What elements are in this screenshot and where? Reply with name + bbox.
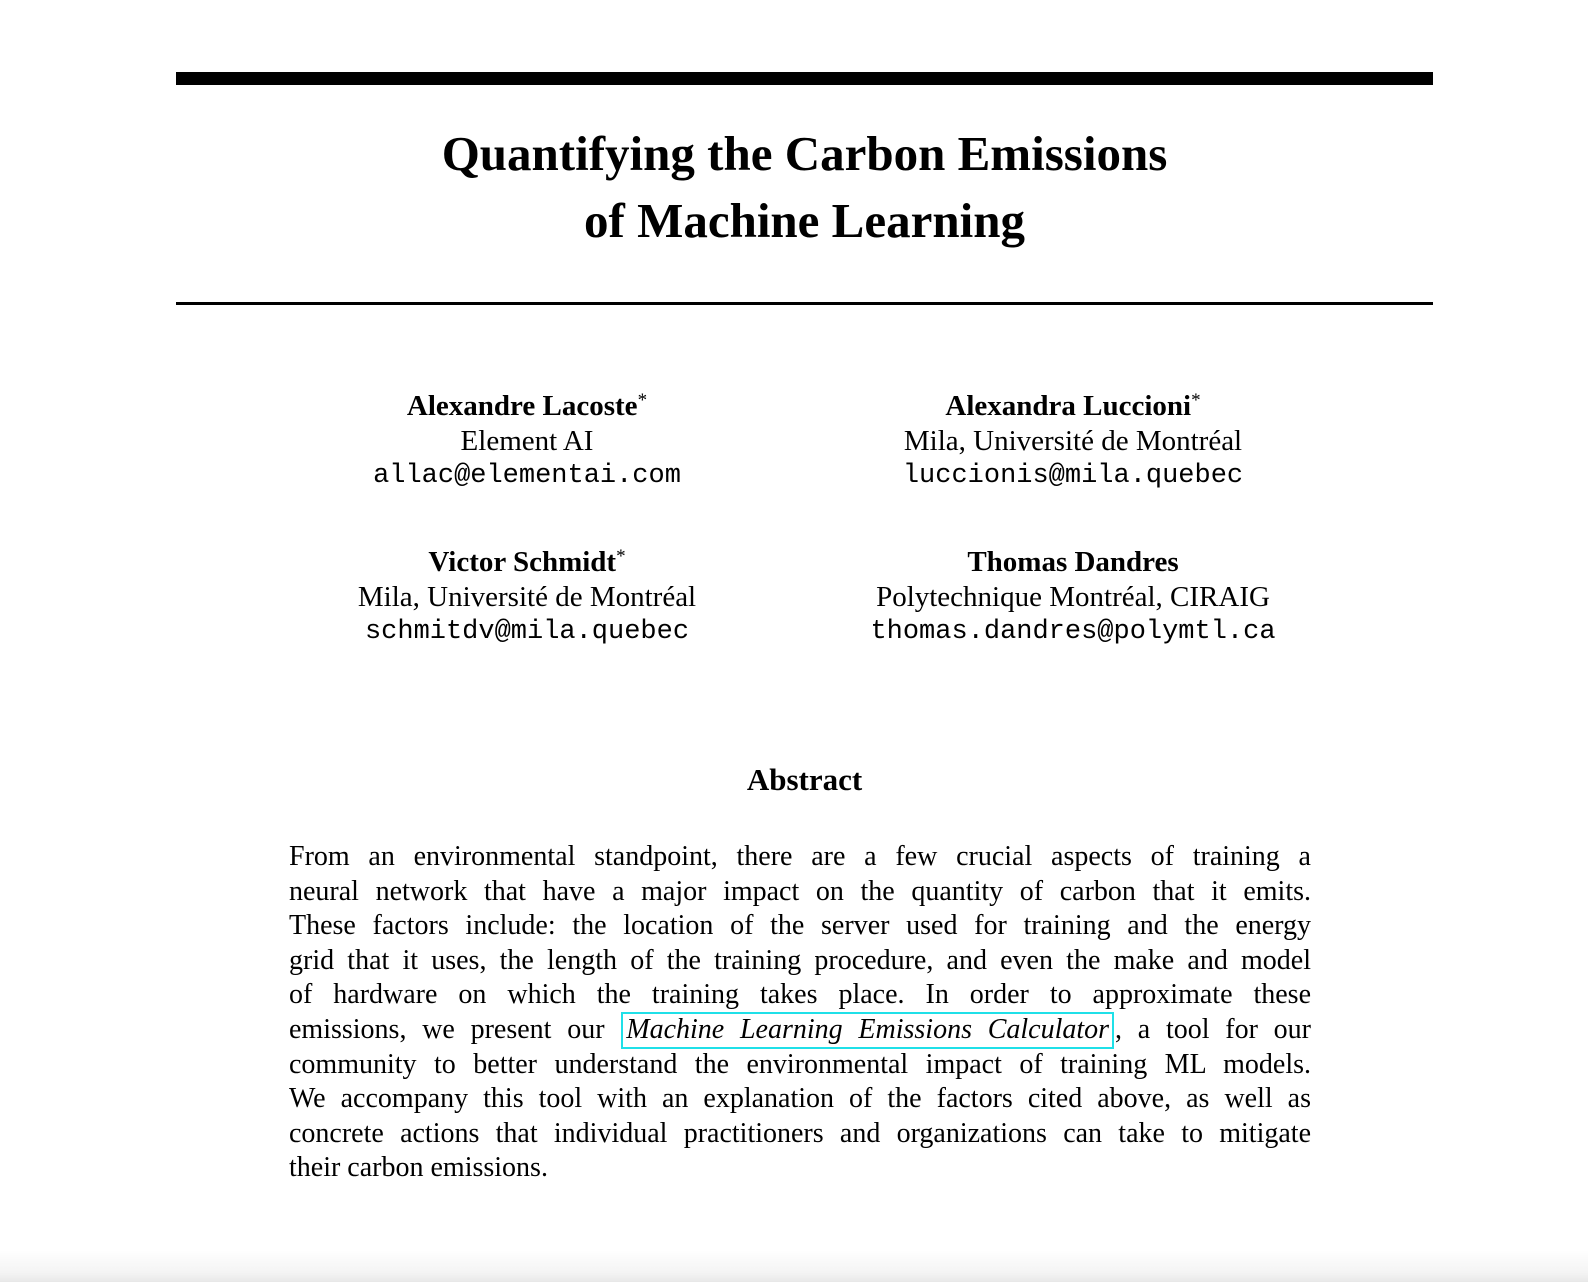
paper-title	[176, 120, 1433, 254]
author-block	[254, 389, 1346, 650]
author-email: thomas.dandres@polymtl.ca	[870, 617, 1276, 647]
abstract-line-text: We accompany this tool with an explanation of the factors cited above, as well as	[289, 1083, 1311, 1115]
author-card	[800, 545, 1346, 650]
abstract-line	[289, 944, 1311, 979]
abstract-line	[289, 978, 1311, 1013]
paper-title-line2: of Machine Learning	[584, 193, 1025, 248]
abstract-line	[289, 1082, 1311, 1117]
author-email: luccionis@mila.quebec	[902, 461, 1244, 491]
author-row	[254, 545, 1346, 650]
title-rule	[176, 302, 1433, 305]
abstract-line	[289, 909, 1311, 944]
author-asterisk: *	[616, 546, 626, 567]
abstract-line	[289, 1117, 1311, 1152]
author-asterisk: *	[637, 390, 648, 411]
author-email: allac@elementai.com	[373, 461, 681, 491]
top-rule	[176, 72, 1433, 85]
ml-emissions-calculator-link[interactable]: Machine Learning Emissions Calculator	[621, 1012, 1114, 1049]
abstract-line-text: , a tool for our	[1115, 1013, 1311, 1045]
author-affiliation: Polytechnique Montréal, CIRAIG	[876, 581, 1270, 613]
author-affiliation: Element AI	[460, 425, 594, 457]
abstract-line-text: concrete actions that individual practitioners and organizations can take to mitigate	[289, 1117, 1311, 1149]
abstract-line-text: These factors include: the location of the server used for training and the energy	[289, 910, 1311, 942]
abstract-line	[289, 1151, 1311, 1186]
abstract-text	[289, 840, 1311, 1186]
abstract-line-text: of hardware on which the training takes place. In order to approximate these	[289, 979, 1311, 1011]
author-name	[800, 389, 1346, 424]
author-card	[254, 389, 800, 494]
author-name-text: Thomas Dandres	[967, 546, 1179, 578]
author-card	[254, 545, 800, 650]
author-email: schmitdv@mila.quebec	[364, 617, 690, 647]
abstract-line-text: emissions, we present our	[289, 1013, 621, 1045]
author-name	[254, 389, 800, 424]
abstract-line-text: From an environmental standpoint, there are a few crucial aspects of training a	[289, 841, 1311, 872]
abstract-line	[289, 1048, 1311, 1083]
author-name	[800, 545, 1346, 580]
author-name	[254, 545, 800, 580]
page-bottom-shadow	[0, 1250, 1588, 1282]
abstract-line-text: community to better understand the environmental impact of training ML models.	[289, 1048, 1311, 1080]
author-name-text: Victor Schmidt	[428, 546, 617, 578]
author-asterisk: *	[1191, 390, 1201, 411]
author-affiliation: Mila, Université de Montréal	[357, 581, 697, 613]
paper-title-line1: Quantifying the Carbon Emissions	[441, 126, 1168, 181]
author-card	[800, 389, 1346, 494]
abstract-line-text: their carbon emissions.	[289, 1152, 548, 1184]
abstract-heading: Abstract	[746, 762, 863, 797]
author-affiliation: Mila, Université de Montréal	[903, 425, 1243, 457]
abstract-line	[289, 1013, 1311, 1048]
abstract-line-text: neural network that have a major impact on the quantity of carbon that it emits.	[289, 875, 1311, 907]
abstract-line	[289, 875, 1311, 910]
abstract-line-text: grid that it uses, the length of the training procedure, and even the make and model	[289, 944, 1311, 976]
author-row	[254, 389, 1346, 494]
author-name-text: Alexandre Lacoste	[406, 390, 638, 422]
abstract-line	[289, 840, 1311, 875]
author-name-text: Alexandra Luccioni	[945, 390, 1192, 422]
